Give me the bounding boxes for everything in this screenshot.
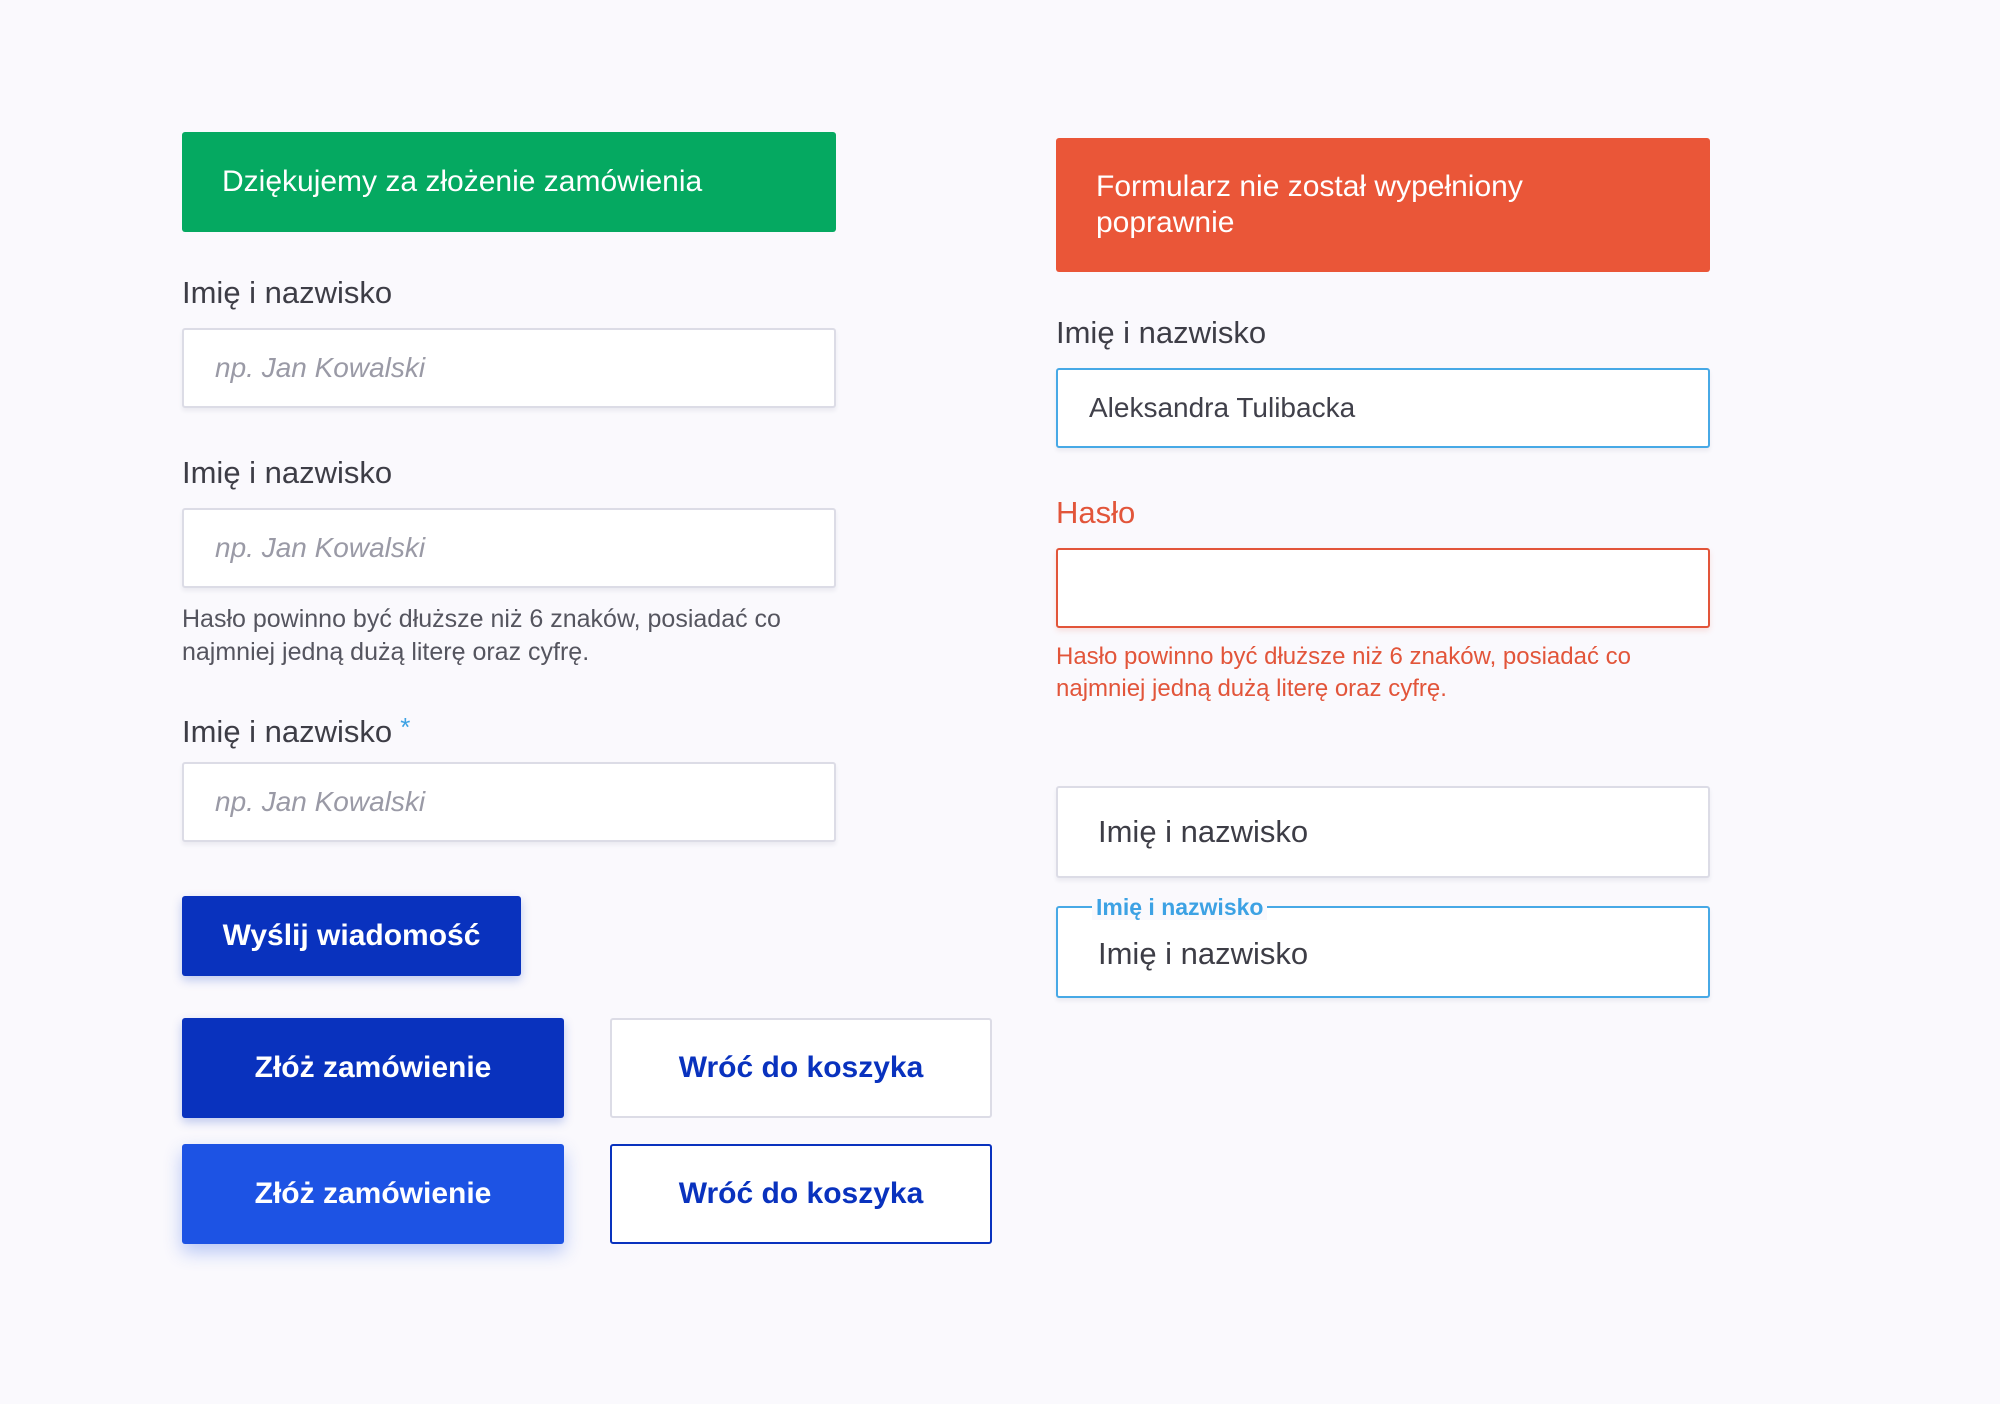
error-alert-text: Formularz nie został wypełniony poprawnie xyxy=(1096,170,1523,239)
name-input-2[interactable] xyxy=(182,508,836,588)
back-to-cart-label: Wróć do koszyka xyxy=(678,1051,924,1084)
floating-label-legend: Imię i nazwisko xyxy=(1092,894,1267,920)
floating-label-input[interactable] xyxy=(1056,786,1710,878)
place-order-hover-label: Złóż zamówienie xyxy=(254,1177,492,1210)
password-label: Hasło xyxy=(1056,495,1136,530)
send-message-button[interactable] xyxy=(182,896,521,976)
name-label-1: Imię i nazwisko xyxy=(182,275,393,310)
name-input-3[interactable] xyxy=(182,762,836,842)
name-label-3-text: Imię i nazwisko xyxy=(182,714,393,749)
required-mark: * xyxy=(400,712,411,742)
success-alert xyxy=(182,132,836,232)
name-label-3 xyxy=(182,707,410,752)
back-to-cart-active-label: Wróć do koszyka xyxy=(678,1177,924,1210)
place-order-button[interactable] xyxy=(182,1018,564,1118)
floating-label-value: Imię i nazwisko xyxy=(1098,936,1309,971)
floating-label-placeholder: Imię i nazwisko xyxy=(1098,814,1309,849)
help-text: Hasło powinno być dłuższe niż 6 znaków, posiadać co najmniej jedną dużą literę oraz cyfrę. xyxy=(182,605,781,666)
error-alert xyxy=(1056,138,1710,272)
back-to-cart-button[interactable] xyxy=(610,1018,992,1118)
name-input-1[interactable] xyxy=(182,328,836,408)
name-input-filled[interactable] xyxy=(1056,368,1710,448)
name-label-2: Imię i nazwisko xyxy=(182,455,393,490)
send-message-label: Wyślij wiadomość xyxy=(222,919,481,952)
place-order-label: Złóż zamówienie xyxy=(254,1051,492,1084)
back-to-cart-button-active[interactable] xyxy=(610,1144,992,1244)
password-error-text: Hasło powinno być dłuższe niż 6 znaków, posiadać co najmniej jedną dużą literę oraz cyfrę. xyxy=(1056,643,1631,702)
name-label-filled: Imię i nazwisko xyxy=(1056,315,1267,350)
place-order-button-hover[interactable] xyxy=(182,1144,564,1244)
password-input[interactable] xyxy=(1056,548,1710,628)
success-alert-text: Dziękujemy za złożenie zamówienia xyxy=(222,165,703,198)
